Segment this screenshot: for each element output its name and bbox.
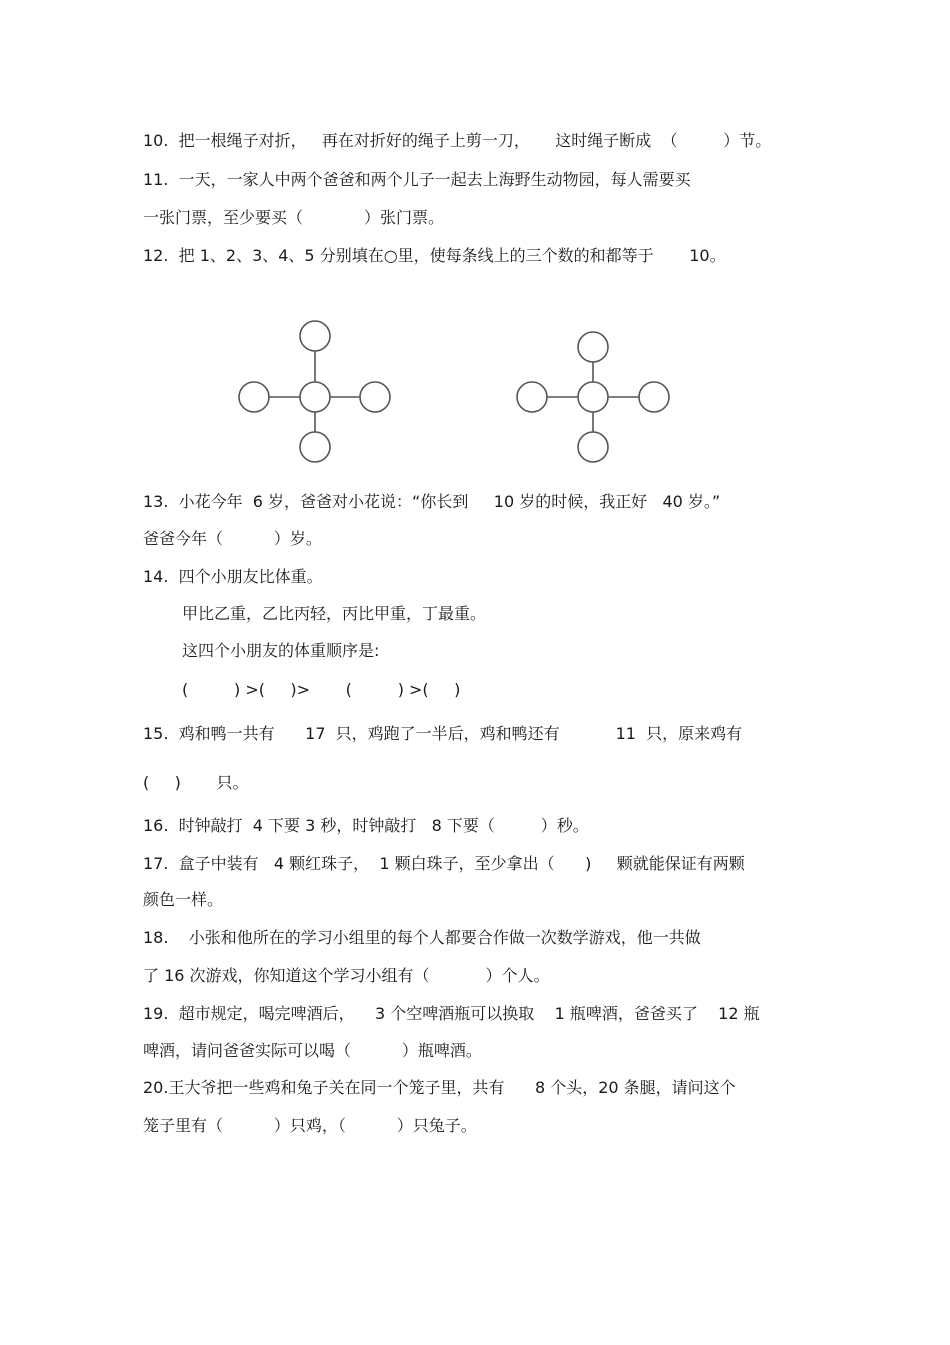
question-14-line-2: 甲比乙重，乙比丙轻，丙比甲重，丁最重。	[182, 604, 487, 623]
question-19-line-2: 啤酒，请问爸爸实际可以喝（ ）瓶啤酒。	[143, 1041, 482, 1060]
question-18-line-2: 了 16 次游戏，你知道这个学习小组有（ ）个人。	[143, 966, 550, 985]
circle-center	[578, 382, 608, 412]
question-19-line-1: 19. 超市规定，喝完啤酒后， 3 个空啤酒瓶可以换取 1 瓶啤酒，爸爸买了 12 瓶	[143, 1004, 760, 1023]
question-14-answer-line: ( ) >( )> ( ) >( )	[182, 680, 461, 699]
circle-left	[517, 382, 547, 412]
circle-right	[639, 382, 669, 412]
question-10: 10. 把一根绳子对折， 再在对折好的绳子上剪一刀， 这时绳子断成 （ ）节。	[143, 131, 772, 150]
circle-bottom	[578, 432, 608, 462]
question-15-line-2: ( ) 只。	[143, 773, 249, 792]
question-11-line-2: 一张门票，至少要买（ ）张门票。	[143, 208, 445, 227]
circle-top	[578, 332, 608, 362]
question-17-line-2: 颜色一样。	[143, 890, 224, 909]
question-20-line-1: 20.王大爷把一些鸡和兔子关在同一个笼子里，共有 8 个头，20 条腿，请问这个	[143, 1078, 736, 1097]
question-20-line-2: 笼子里有（ ）只鸡，（ ）只兔子。	[143, 1116, 477, 1135]
circle-right	[360, 382, 390, 412]
question-18-line-1: 18. 小张和他所在的学习小组里的每个人都要合作做一次数学游戏，他一共做	[143, 928, 701, 947]
question-14-line-3: 这四个小朋友的体重顺序是:	[182, 641, 380, 660]
question-12: 12. 把 1、2、3、4、5 分别填在○里，使每条线上的三个数的和都等于 10。	[143, 246, 726, 265]
circle-top	[300, 321, 330, 351]
question-11-line-1: 11. 一天，一家人中两个爸爸和两个儿子一起去上海野生动物园，每人需要买	[143, 170, 691, 189]
circle-bottom	[300, 432, 330, 462]
question-13-line-1: 13. 小花今年 6 岁，爸爸对小花说：“你长到 10 岁的时候，我正好 40 岁。”	[143, 492, 721, 511]
circle-center	[300, 382, 330, 412]
question-13-line-2: 爸爸今年（ ）岁。	[143, 529, 322, 548]
cross-diagram-left	[230, 312, 400, 472]
cross-diagram-right	[510, 322, 680, 472]
question-16: 16. 时钟敲打 4 下要 3 秒，时钟敲打 8 下要（ ）秒。	[143, 816, 589, 835]
question-17-line-1: 17. 盒子中装有 4 颗红珠子， 1 颗白珠子，至少拿出（ ) 颗就能保证有两颗	[143, 854, 745, 873]
question-14-line-1: 14. 四个小朋友比体重。	[143, 567, 323, 586]
circle-left	[239, 382, 269, 412]
question-15-line-1: 15. 鸡和鸭一共有 17 只，鸡跑了一半后，鸡和鸭还有 11 只，原来鸡有	[143, 724, 743, 743]
